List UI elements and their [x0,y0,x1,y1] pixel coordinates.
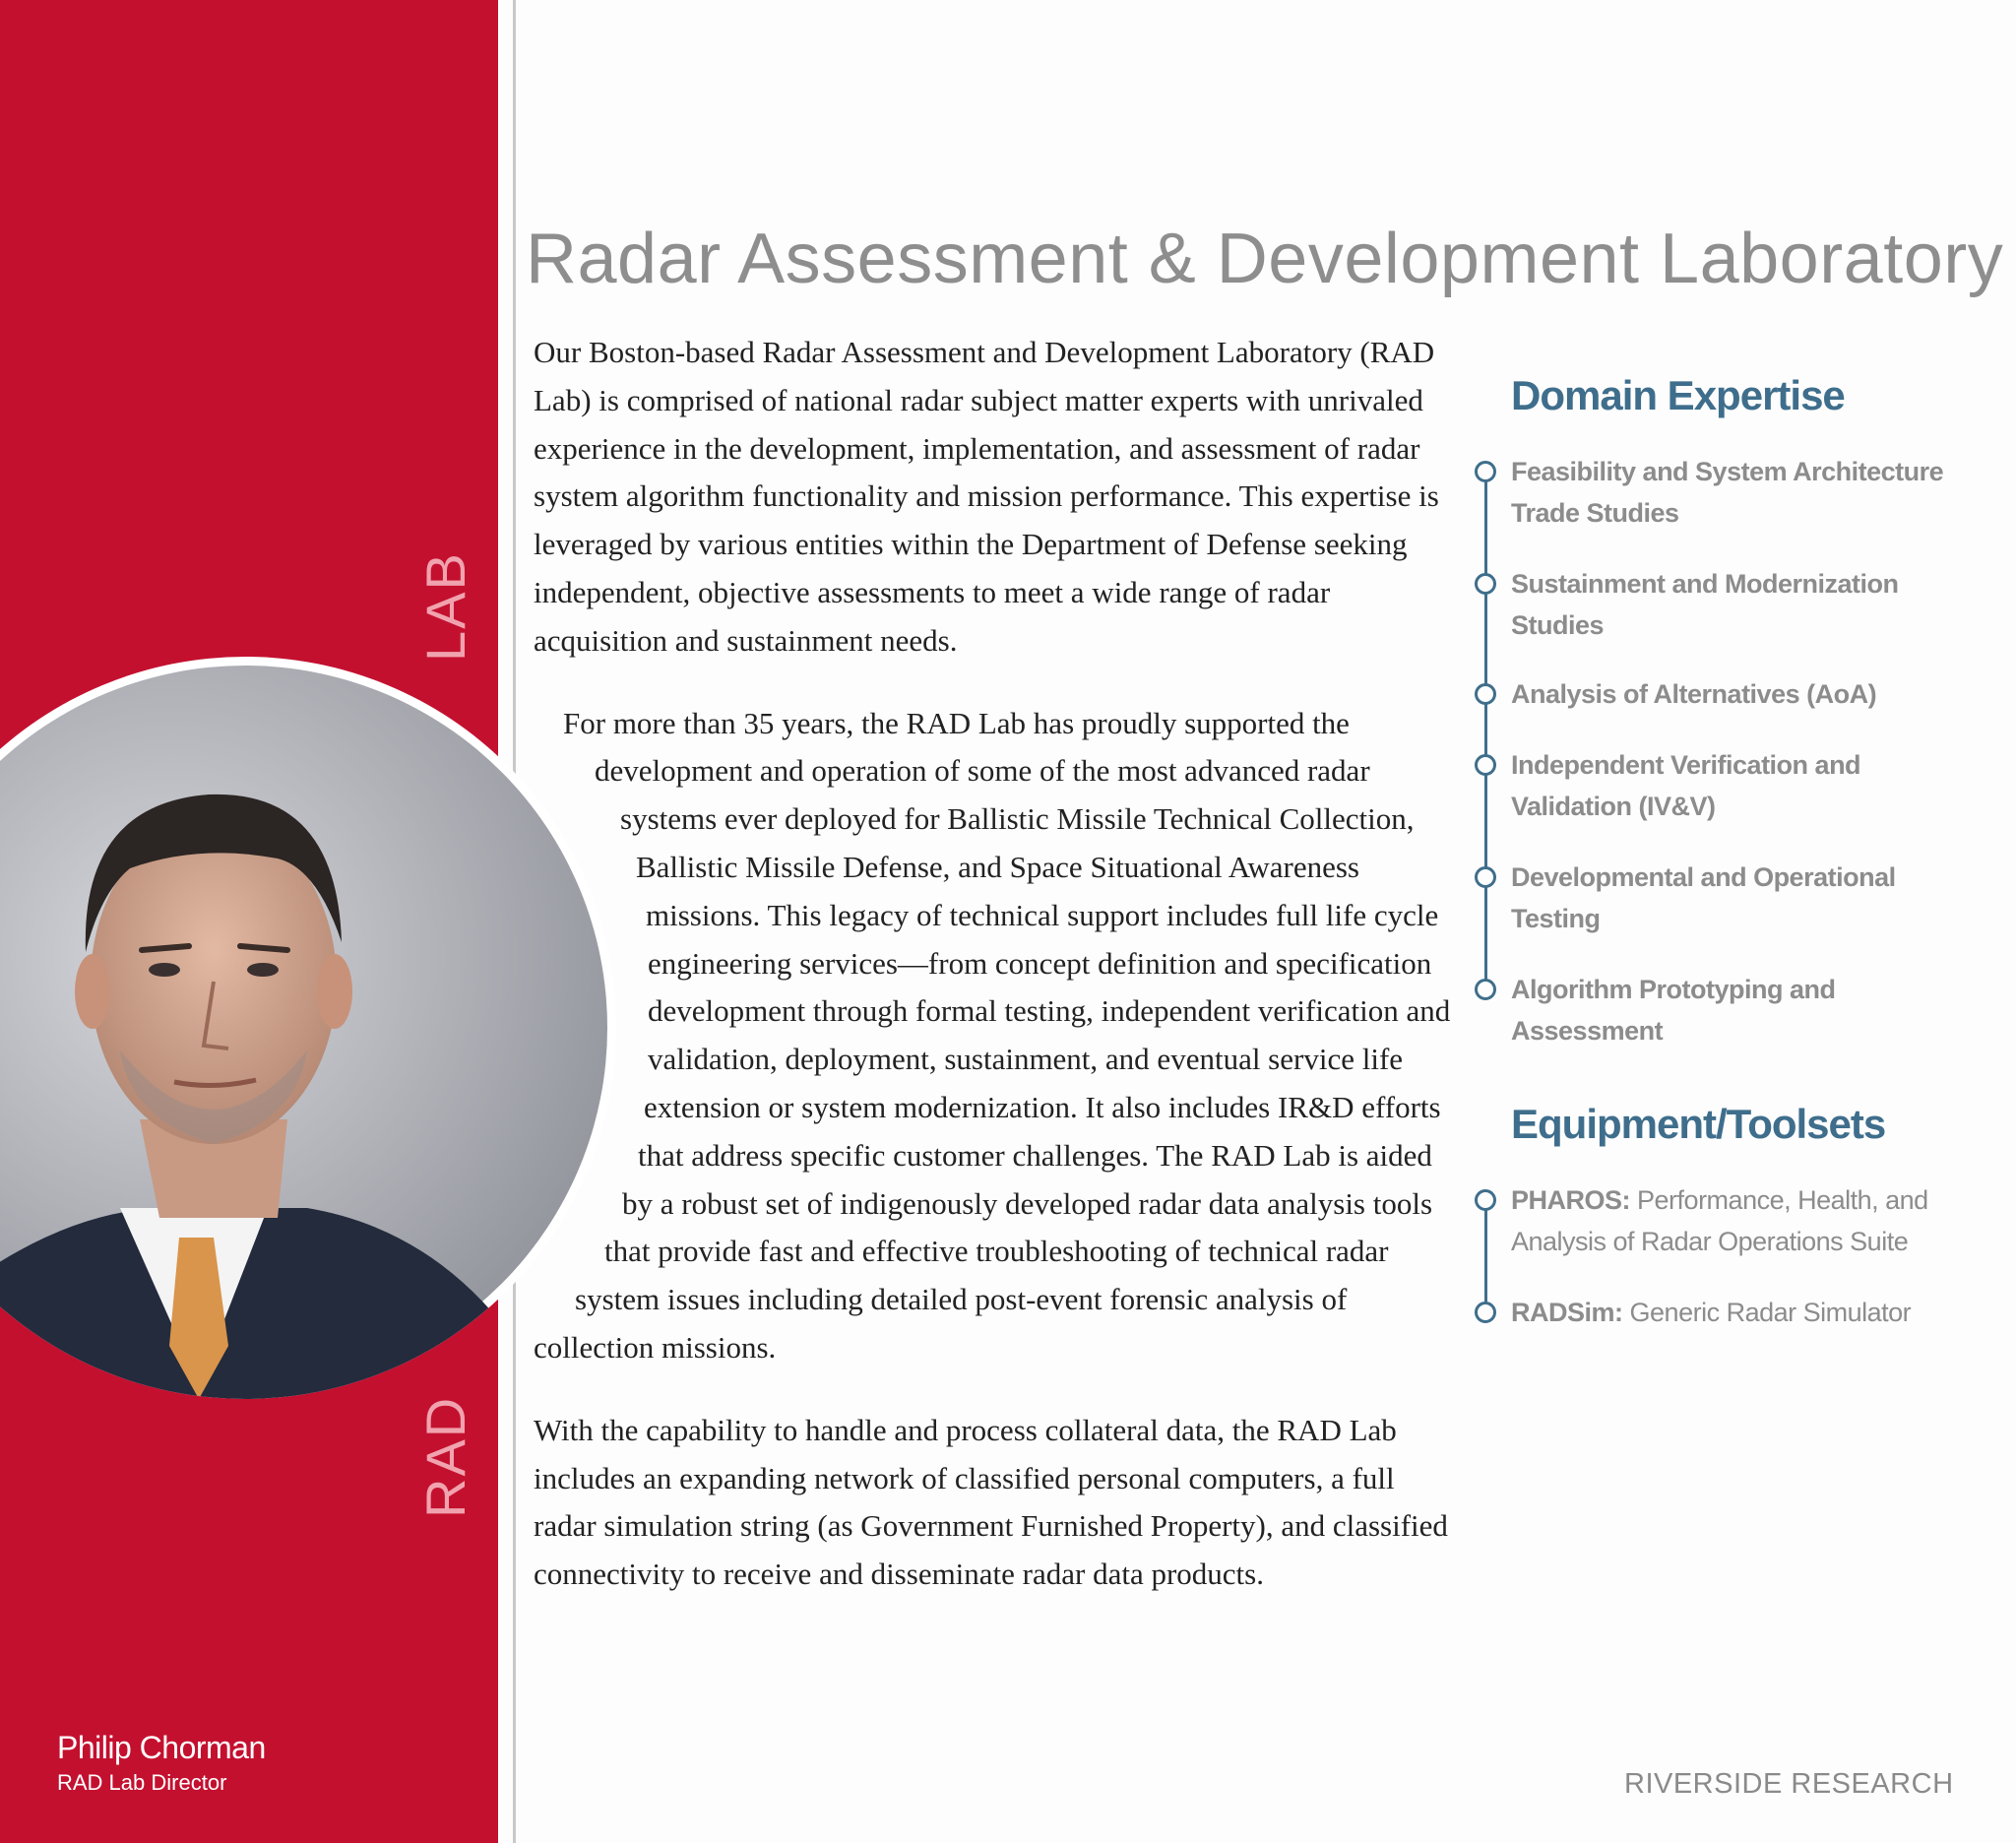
tool-name: RADSim: [1511,1298,1623,1327]
tool-description: Performance, Health, and Analysis of Radar Operations Suite [1511,1185,1928,1256]
wrap-spacer [534,1173,622,1220]
timeline-dot-icon [1475,866,1496,888]
domain-item: Analysis of Alternatives (AoA) [1475,673,1986,715]
paragraph-intro: Our Boston-based Radar Assessment and Development Laboratory (RAD Lab) is comprised of national radar subject matter experts with unrivaled experience in the development, implementation, and assessment of radar system algorithm functionality and mission performance. This expertise is leveraged by various entities within the Department of Defense seeking independent, objective assessments to meet a wide range of radar acquisition and sustainment needs. [534,335,1439,658]
vertical-label-lab: LAB [414,551,476,662]
wrap-spacer [534,1267,575,1314]
equipment-item [1475,1179,1986,1262]
page-title: Radar Assessment & Development Laboratory [526,220,2004,298]
equipment-heading: Equipment/Toolsets [1511,1101,1886,1147]
wrap-spacer [534,1078,644,1125]
wrap-spacer [534,1031,648,1078]
portrait-illustration [0,657,616,1399]
timeline-dot-icon [1475,461,1496,482]
wrap-spacer [534,794,595,842]
domain-item: Sustainment and Modernization Studies [1475,563,1986,646]
timeline-dot-icon [1475,1189,1496,1211]
domain-expertise-heading: Domain Expertise [1511,372,1845,418]
paragraph-history-wrap [534,700,1459,1372]
timeline-dot-icon [1475,1302,1496,1323]
domain-item: Developmental and Operational Testing [1475,857,1986,939]
timeline-dot-icon [1475,573,1496,595]
wrap-spacer [534,747,563,794]
wrap-spacer [534,984,648,1031]
wrap-spacer [534,936,646,984]
domain-item: Feasibility and System Architecture Trade Studies [1475,451,1986,534]
brand-wordmark: RIVERSIDE RESEARCH [1624,1768,1954,1800]
wrap-spacer [534,842,620,889]
wrap-spacer [534,889,636,936]
timeline-dot-icon [1475,979,1496,1000]
timeline-dot-icon [1475,683,1496,705]
wrap-spacer [534,1220,604,1267]
paragraph-history: For more than 35 years, the RAD Lab has proudly supported the development and operation of some of the most advanced radar systems ever deployed for Ballistic Missile Technical Collection, Ballistic Missile Defense, and Space Situational Awareness missions. This legacy of technical support includes full life cycle engineering services—from concept definition and specification development through formal testing, independent verification and validation, deployment, sustainment, and eventual service life extension or system modernization. It also includes IR&D efforts that address specific customer challenges. The RAD Lab is aided by a robust set of indigenously developed radar data analysis tools that provide fast and effective troubleshooting of technical radar system issues including detailed post-event forensic analysis of collection missions. [534,705,1451,1365]
domain-item: Algorithm Prototyping and Assessment [1475,969,1986,1051]
director-title: RAD Lab Director [57,1770,227,1795]
director-name: Philip Chorman [57,1730,266,1765]
paragraph-capability: With the capability to handle and process collateral data, the RAD Lab includes an expanding network of classified personal computers, a full radar simulation string (as Government Furnished Property), and classified connectivity to receive and disseminate radar data products. [534,1412,1448,1592]
body-text [534,329,1459,1633]
tool-description: Generic Radar Simulator [1629,1298,1912,1327]
domain-item: Independent Verification and Validation (IV&V) [1475,744,1986,827]
wrap-spacer [534,1125,638,1173]
vertical-label-rad: RAD [414,1395,476,1518]
director-portrait [0,657,616,1399]
tool-name: PHAROS: [1511,1185,1631,1215]
timeline-dot-icon [1475,754,1496,776]
equipment-item [1475,1292,1986,1333]
